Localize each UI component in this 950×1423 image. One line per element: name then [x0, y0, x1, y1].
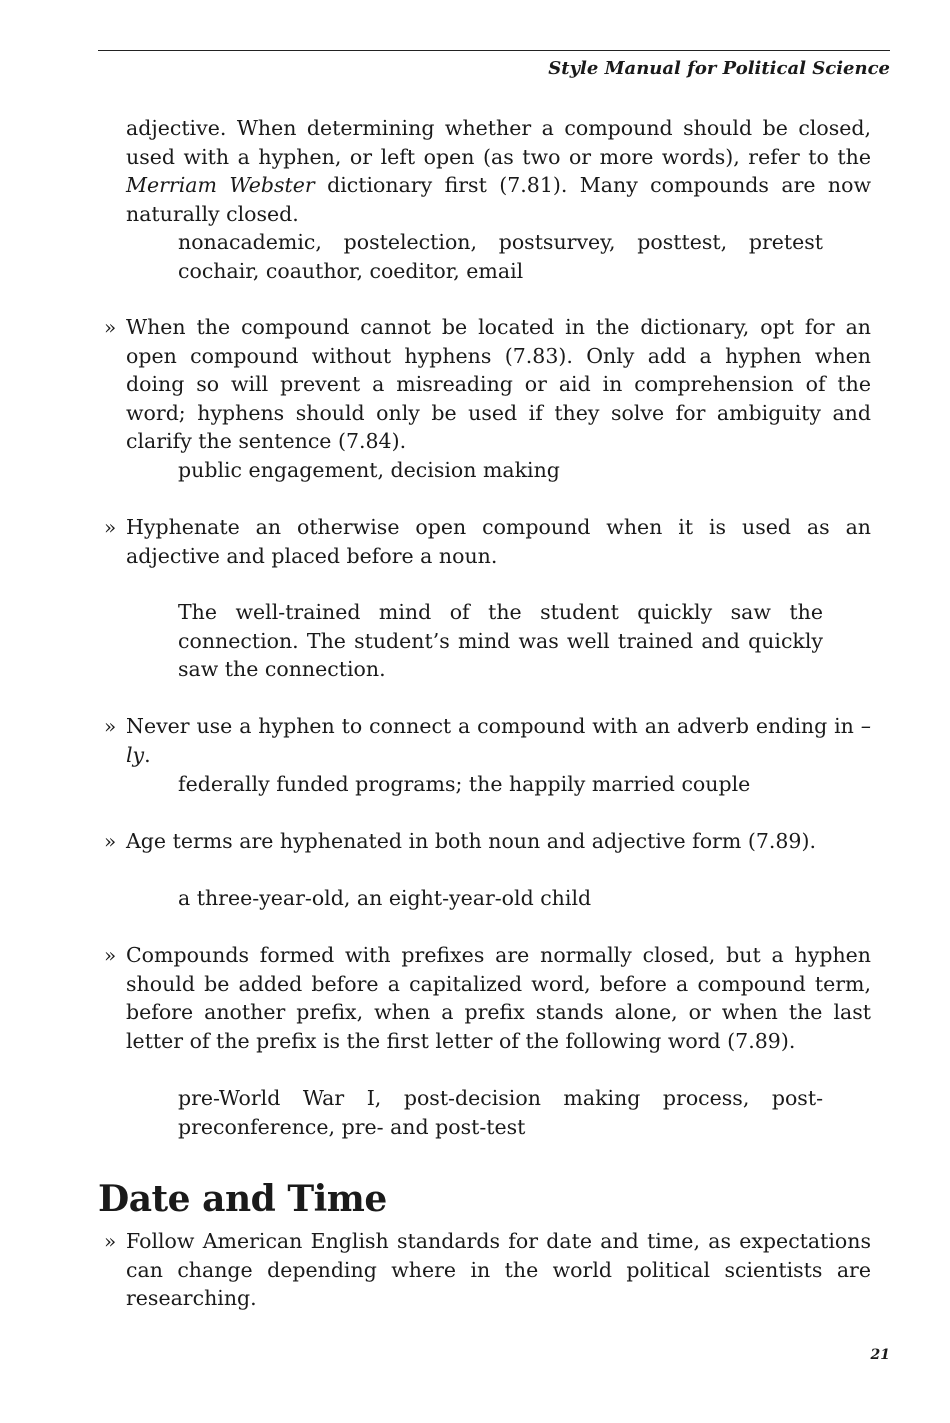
bullet-text: Never use a hyphen to connect a compound with an adverb ending in	[126, 714, 861, 738]
page-number: 21	[870, 1347, 890, 1363]
section-heading: Date and Time	[98, 1178, 387, 1220]
example-prefixes: pre-World War I, post-decision making process, post-preconference, pre- and post-test	[178, 1086, 823, 1139]
intro-italic: Merriam Webster	[126, 173, 315, 197]
example-age-terms: a three-year-old, an eight-year-old child	[178, 886, 592, 910]
intro-paragraph	[126, 114, 871, 228]
example-well-trained	[178, 598, 823, 684]
bullet-open-compound	[104, 313, 871, 456]
bullet-text: Compounds formed with prefixes are normally closed, but a hyphen should be added before a capitalized word, before a compound term, before another prefix, when a prefix stands alone, or when the last letter of the prefix is the first letter of the following word (7.89).	[126, 943, 871, 1053]
example-closed-compounds: nonacademic, postelection, postsurvey, posttest, pretest cochair, coauthor, coeditor, email	[178, 230, 823, 283]
bullet-adverb-ly	[104, 712, 871, 769]
bullet-marker: »	[104, 829, 117, 853]
bullet-marker: »	[104, 515, 117, 539]
bullet-marker: »	[104, 315, 117, 339]
header-rule	[98, 50, 890, 51]
bullet-hyphenate-adjective	[104, 513, 871, 570]
running-head: Style Manual for Political Science	[548, 58, 890, 79]
example-open-compounds: public engagement, decision making	[178, 458, 560, 482]
bullet-italic: –ly	[126, 714, 871, 767]
bullet-marker: »	[104, 1229, 117, 1253]
example-line: The well-trained mind of the student quickly saw the connection.	[178, 600, 823, 653]
bullet-text: Follow American English standards for date and time, as expectations can change depending where in the world political scientists are researching.	[126, 1229, 871, 1310]
example-adverb: federally funded programs; the happily married couple	[178, 772, 751, 796]
intro-text-1: adjective. When determining whether a compound should be closed, used with a hyphen, or left open (as two or more words), refer to the	[126, 116, 871, 169]
bullet-age-terms	[104, 827, 871, 856]
bullet-text: When the compound cannot be located in the dictionary, opt for an open compound without hyphens (7.83). Only add a hyphen when doing so will prevent a misreading or aid in comprehension of the word; hyphens should only be used if they solve for ambiguity and clarify the sentence (7.84).	[126, 315, 871, 453]
bullet-marker: »	[104, 943, 117, 967]
intro-text-2: dictionary first (7.81). Many compounds are now naturally closed.	[126, 173, 871, 226]
bullet-marker: »	[104, 714, 117, 738]
bullet-text: Age terms are hyphenated in both noun and adjective form (7.89).	[126, 829, 816, 853]
bullet-text-end: .	[144, 742, 151, 767]
bullet-date-time	[104, 1227, 871, 1313]
example-line: The student’s mind was well trained and quickly saw the connection.	[178, 628, 823, 681]
bullet-text: Hyphenate an otherwise open compound when it is used as an adjective and placed before a noun.	[126, 515, 871, 568]
bullet-prefixes	[104, 941, 871, 1055]
